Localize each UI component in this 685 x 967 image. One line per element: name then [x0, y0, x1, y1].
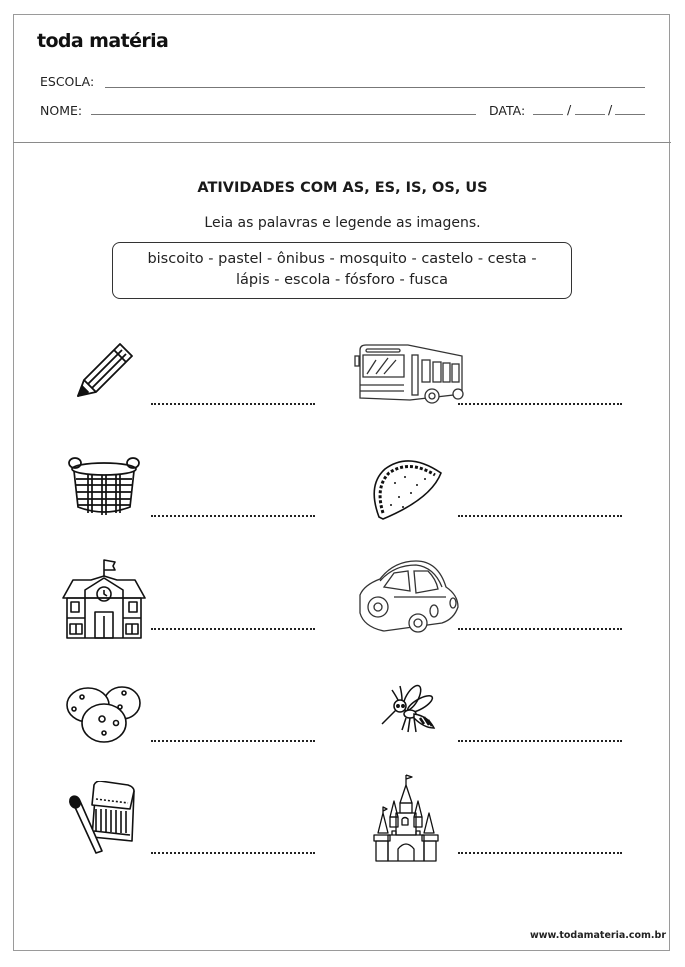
date-year-field[interactable] [615, 114, 645, 115]
brand-logo: toda matéria [37, 30, 169, 52]
answer-line[interactable] [458, 515, 622, 517]
answer-line[interactable] [458, 403, 622, 405]
answer-line[interactable] [151, 515, 315, 517]
answer-line[interactable] [151, 740, 315, 742]
answer-line[interactable] [458, 852, 622, 854]
cookies-icon [64, 683, 144, 745]
school-label: ESCOLA: [40, 74, 95, 89]
beetle-car-icon [354, 557, 462, 637]
date-day-field[interactable] [533, 114, 563, 115]
word-bank-line: biscoito - pastel - ônibus - mosquito - castelo - cesta - [147, 251, 537, 267]
answer-line[interactable] [458, 628, 622, 630]
answer-line[interactable] [151, 852, 315, 854]
bus-icon [354, 342, 466, 404]
matchbox-icon [66, 781, 146, 859]
activity-instruction: Leia as palavras e legende as imagens. [204, 215, 481, 231]
school-field[interactable] [105, 87, 645, 88]
name-field[interactable] [91, 114, 476, 115]
basket-icon [66, 455, 144, 517]
castle-icon [370, 773, 442, 863]
name-label: NOME: [40, 103, 83, 118]
website-url: www.todamateria.com.br [530, 930, 667, 941]
date-separator: / [608, 102, 613, 117]
pencil-icon [74, 340, 136, 400]
answer-line[interactable] [151, 628, 315, 630]
mosquito-icon [380, 682, 440, 734]
activity-title: ATIVIDADES COM AS, ES, IS, OS, US [197, 180, 488, 196]
date-separator: / [567, 102, 572, 117]
word-bank [112, 242, 572, 299]
date-label: DATA: [489, 103, 526, 118]
school-building-icon [61, 556, 147, 640]
word-bank-line: lápis - escola - fósforo - fusca [235, 272, 448, 288]
date-month-field[interactable] [575, 114, 605, 115]
answer-line[interactable] [458, 740, 622, 742]
header-divider [13, 142, 671, 143]
answer-line[interactable] [151, 403, 315, 405]
pastry-icon [369, 455, 449, 523]
